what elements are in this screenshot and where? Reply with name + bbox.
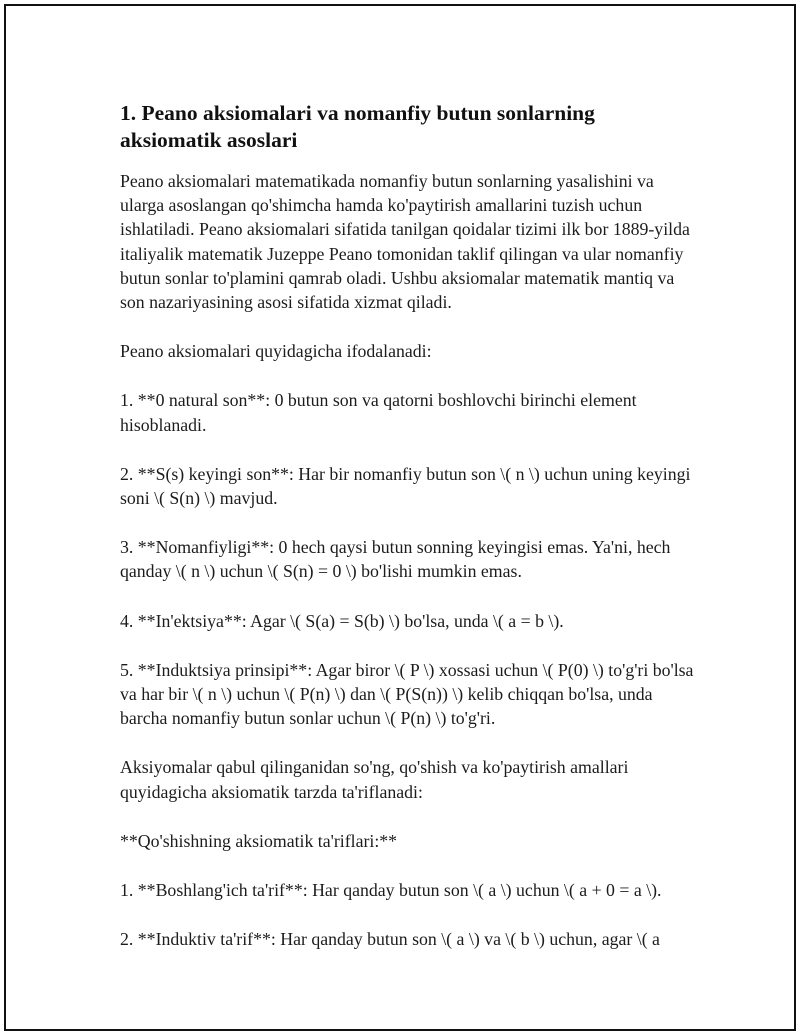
addition-heading-paragraph: **Qo'shishning aksiomatik ta'riflari:** [120, 830, 398, 851]
axiom-2-paragraph: 2. **S(s) keyingi son**: Har bir nomanfiy butun son \( n \) uchun uning keyingi soni \( S(n) \) mavjud. [120, 463, 691, 509]
axiom-4-paragraph: 4. **In'ektsiya**: Agar \( S(a) = S(b) \) bo'lsa, unda \( a = b \). [120, 610, 564, 631]
document-body [120, 100, 700, 976]
axiom-5-paragraph: 5. **Induktsiya prinsipi**: Agar biror \( P \) xossasi uchun \( P(0) \) to'g'ri bo'lsa va har bir \( n \) uchun \( P(n) \) dan \( P(S(n)) \) kelib chiqqan bo'lsa, unda barcha nomanfiy butun sonlar uchun \( P(n) \) to'g'ri. [120, 659, 694, 729]
addition-rule-1-paragraph: 1. **Boshlang'ich ta'rif**: Har qanday butun son \( a \) uchun \( a + 0 = a \). [120, 880, 662, 901]
operations-lead-paragraph: Aksiyomalar qabul qilinganidan so'ng, qo'shish va ko'paytirish amallari quyidagicha aksiomatik tarzda ta'riflanadi: [120, 757, 629, 802]
section-title: 1. Peano aksiomalari va nomanfiy butun sonlarning aksiomatik asoslari [120, 101, 595, 152]
axiom-1-paragraph: 1. **0 natural son**: 0 butun son va qatorni boshlovchi birinchi element hisoblanadi. [120, 390, 637, 435]
addition-rule-2-paragraph: 2. **Induktiv ta'rif**: Har qanday butun son \( a \) va \( b \) uchun, agar \( a [120, 929, 660, 950]
axioms-lead-paragraph: Peano aksiomalari quyidagicha ifodalanadi: [120, 341, 432, 362]
axiom-3-paragraph: 3. **Nomanfiyligi**: 0 hech qaysi butun sonning keyingisi emas. Ya'ni, hech qanday \( n \) uchun \( S(n) = 0 \) bo'lishi mumkin emas. [120, 537, 671, 582]
intro-paragraph: Peano aksiomalari matematikada nomanfiy butun sonlarning yasalishini va ularga asoslangan qo'shimcha hamda ko'paytirish amallarini tuzish uchun ishlatiladi. Peano aksiomalari sifatida tanilgan qoidalar tizimi ilk bor 1889-yilda italiyalik matematik Juzeppe Peano tomonidan taklif qilingan va ular nomanfiy butun sonlar to'plamini qamrab oladi. Ushbu aksiomalar matematik mantiq va son nazariyasining asosi sifatida xizmat qiladi. [120, 171, 690, 313]
page-frame [4, 4, 796, 1031]
